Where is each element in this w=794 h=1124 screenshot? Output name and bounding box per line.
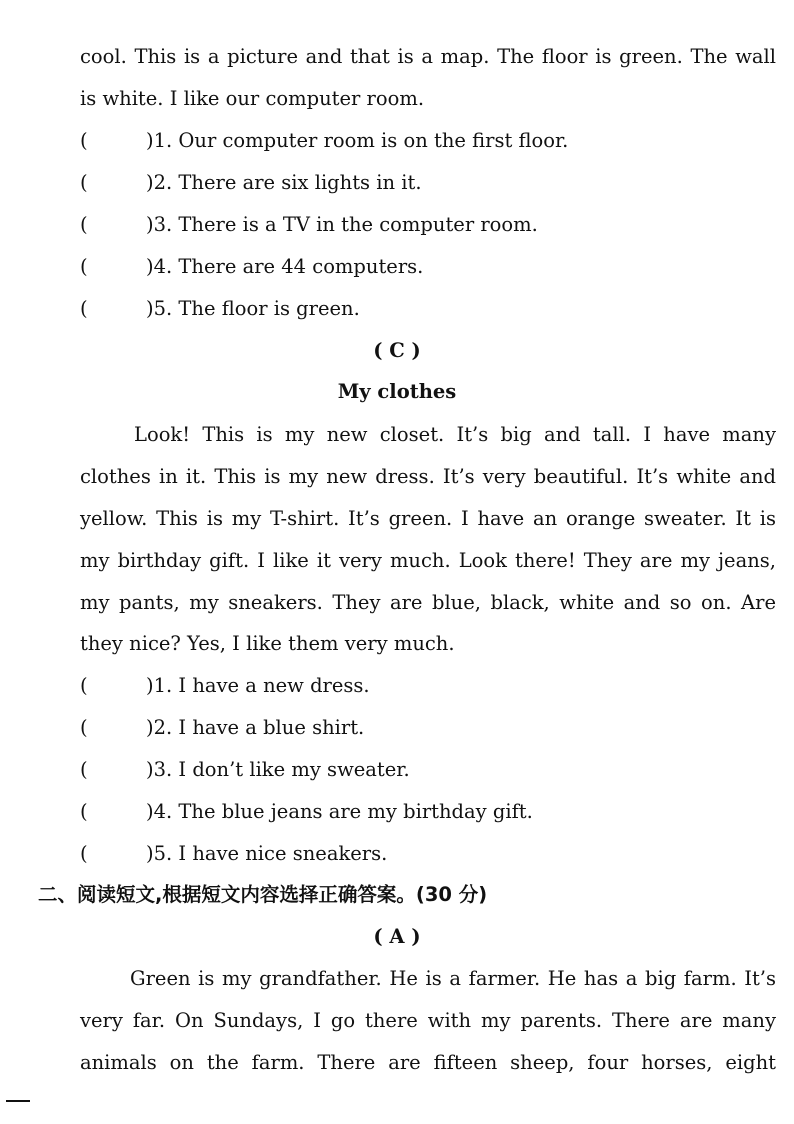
section-2-heading: 二、阅读短文,根据短文内容选择正确答案。(30 分) [38,883,488,906]
question-b-5 [80,294,776,324]
passage-c-line-6: they nice? Yes, I like them very much. [80,632,455,655]
answer-blank[interactable]: ( [80,213,88,236]
question-b-3 [80,210,776,240]
passage-c-line-1: Look! This is my new closet. It’s big and tall. I have many [134,423,776,446]
answer-blank[interactable]: ( [80,674,88,697]
question-c-2 [80,713,776,743]
passage-b-line-1: cool. This is a picture and that is a map. The floor is green. The wall [80,45,776,68]
passage-2a-line-2: very far. On Sundays, I go there with my parents. There are many [80,1009,776,1032]
question-text: )2. I have a blue shirt. [146,716,365,739]
part-c-title: My clothes [337,380,457,403]
question-c-5 [80,839,776,869]
question-text: )1. I have a new dress. [146,674,370,697]
question-c-3 [80,755,776,785]
question-text: )4. There are 44 computers. [146,255,424,278]
question-b-1 [80,126,776,156]
passage-c-line-4: my birthday gift. I like it very much. Look there! They are my jeans, [80,549,776,572]
question-text: )1. Our computer room is on the first floor. [146,129,569,152]
question-text: )4. The blue jeans are my birthday gift. [146,800,533,823]
answer-blank[interactable]: ( [80,758,88,781]
answer-blank[interactable]: ( [80,800,88,823]
answer-blank[interactable]: ( [80,842,88,865]
question-b-4 [80,252,776,282]
answer-blank[interactable]: ( [80,129,88,152]
passage-c-line-5: my pants, my sneakers. They are blue, black, white and so on. Are [80,591,776,614]
answer-blank[interactable]: ( [80,297,88,320]
passage-2a-line-1: Green is my grandfather. He is a farmer. He has a big farm. It’s [130,967,776,990]
answer-blank[interactable]: ( [80,171,88,194]
question-text: )3. There is a TV in the computer room. [146,213,538,236]
passage-c-line-2: clothes in it. This is my new dress. It’s very beautiful. It’s white and [80,465,776,488]
passage-c-line-3: yellow. This is my T-shirt. It’s green. I have an orange sweater. It is [80,507,776,530]
question-text: )5. The floor is green. [146,297,360,320]
answer-blank[interactable]: ( [80,255,88,278]
section-2-part-a-label: ( A ) [373,925,421,948]
page-edge-mark [6,1100,30,1102]
part-c-label: ( C ) [373,339,421,362]
passage-2a-line-3: animals on the farm. There are fifteen sheep, four horses, eight [80,1051,776,1074]
question-c-4 [80,797,776,827]
passage-b-line-2: is white. I like our computer room. [80,87,425,110]
question-text: )3. I don’t like my sweater. [146,758,410,781]
question-b-2 [80,168,776,198]
question-c-1 [80,671,776,701]
question-text: )5. I have nice sneakers. [146,842,388,865]
answer-blank[interactable]: ( [80,716,88,739]
question-text: )2. There are six lights in it. [146,171,422,194]
